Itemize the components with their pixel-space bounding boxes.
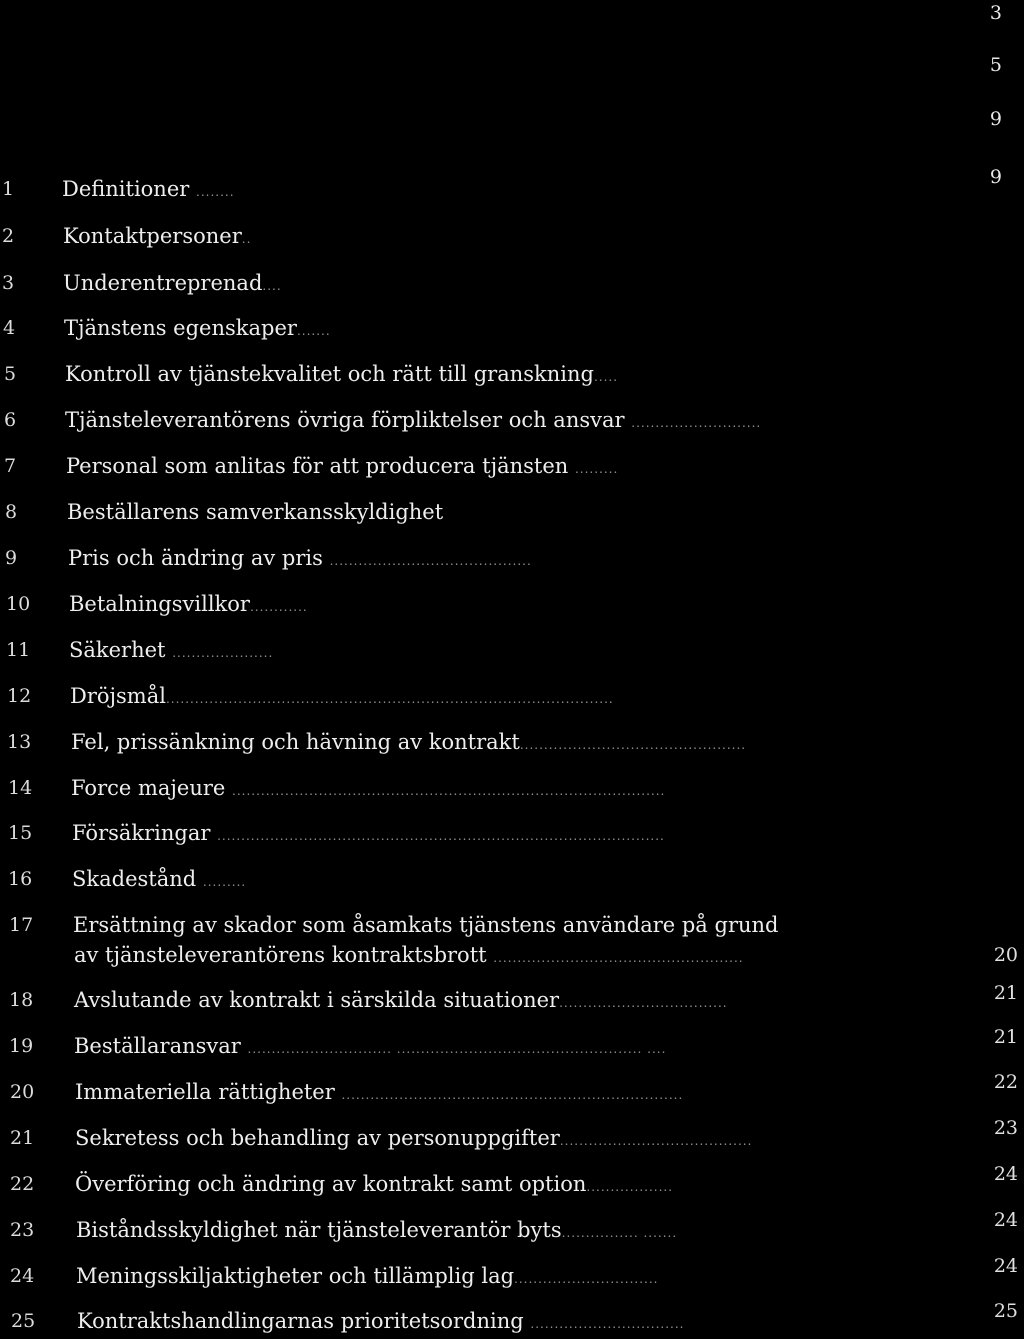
toc-entry-number: 23 xyxy=(10,1219,35,1241)
toc-entry-title-line2: av tjänsteleverantörens kontraktsbrott .................................................... xyxy=(74,943,744,967)
toc-entry-title: Personal som anlitas för att producera tjänsten ......... xyxy=(66,454,619,478)
toc-entry-title: Pris och ändring av pris .......................................... xyxy=(68,546,532,570)
toc-entry-title: Betalningsvillkor............ xyxy=(69,592,308,616)
page-number: 3 xyxy=(989,2,1002,24)
toc-entry xyxy=(0,864,1024,894)
toc-entry-number: 15 xyxy=(8,822,33,844)
toc-entry-title: Avslutande av kontrakt i särskilda situationer................................... xyxy=(74,988,728,1012)
page-number: 9 xyxy=(989,108,1002,130)
toc-entry-number: 12 xyxy=(7,685,32,707)
toc-entry xyxy=(0,359,1024,389)
toc-entry-title: Säkerhet ..................... xyxy=(69,638,274,662)
toc-entry-title: Sekretess och behandling av personuppgifter........................................ xyxy=(75,1126,753,1150)
toc-entry-number: 8 xyxy=(5,501,18,523)
toc-entry xyxy=(0,635,1024,665)
toc-entry xyxy=(0,451,1024,481)
toc-entry-number: 7 xyxy=(4,455,17,477)
toc-entry-number: 13 xyxy=(7,731,32,753)
toc-entry-continuation xyxy=(0,940,1024,970)
toc-entry xyxy=(0,174,1024,204)
toc-entry xyxy=(0,313,1024,343)
toc-entry-number: 14 xyxy=(8,777,33,799)
page-number: 5 xyxy=(989,54,1002,76)
toc-entry xyxy=(0,1026,1024,1061)
toc-entry-page: 24 xyxy=(993,1255,1018,1277)
toc-entry-number: 18 xyxy=(9,989,34,1011)
toc-entry-title: Beställaransvar .............................. ................................................... .... xyxy=(74,1034,667,1058)
toc-entry-number: 20 xyxy=(10,1081,35,1103)
toc-entry-title: Immateriella rättigheter ....................................................................... xyxy=(75,1080,684,1104)
toc-entry-title: Överföring och ändring av kontrakt samt option.................. xyxy=(75,1172,674,1196)
toc-entry-page: 21 xyxy=(993,1026,1018,1048)
toc-entry-title: Dröjsmål............................................................................................. xyxy=(70,684,614,708)
toc-entry xyxy=(0,1300,1024,1336)
toc-entry-number: 21 xyxy=(10,1127,35,1149)
toc-entry-title: Biståndsskyldighet när tjänsteleverantör byts................ ....... xyxy=(76,1218,678,1242)
toc-entry xyxy=(0,268,1024,298)
toc-entry-page: 23 xyxy=(993,1117,1018,1139)
toc-entry xyxy=(0,1255,1024,1291)
toc-entry-title: Meningsskiljaktigheter och tillämplig lag.............................. xyxy=(76,1264,659,1288)
toc-entry-page: 24 xyxy=(993,1163,1018,1185)
toc-entry xyxy=(0,773,1024,803)
toc-entry-number: 22 xyxy=(10,1173,35,1195)
toc-entry xyxy=(0,681,1024,711)
toc-entry-title: Definitioner ........ xyxy=(62,177,235,201)
toc-entry xyxy=(0,1117,1024,1153)
toc-entry xyxy=(0,1209,1024,1245)
toc-entry-number: 17 xyxy=(9,914,34,936)
toc-entry-title: Tjänstens egenskaper....... xyxy=(64,316,331,340)
toc-entry-number: 16 xyxy=(8,868,33,890)
toc-entry-number: 11 xyxy=(6,639,31,661)
toc-entry-number: 2 xyxy=(2,225,15,247)
page-number: 9 xyxy=(989,166,1002,188)
toc-entry-number: 19 xyxy=(9,1035,34,1057)
toc-entry-page: 20 xyxy=(993,944,1018,966)
toc-entry xyxy=(0,589,1024,619)
toc-entry-title: Kontraktshandlingarnas prioritetsordning ................................ xyxy=(77,1309,685,1333)
toc-entry-page: 24 xyxy=(993,1209,1018,1231)
toc-entry xyxy=(0,910,1024,940)
toc-entry-title: Beställarens samverkansskyldighet xyxy=(67,500,444,524)
toc-entry-number: 3 xyxy=(2,272,15,294)
toc-entry xyxy=(0,1163,1024,1199)
toc-entry xyxy=(0,982,1024,1015)
toc-entry xyxy=(0,497,1024,527)
toc-entry-page: 25 xyxy=(993,1300,1018,1322)
toc-entry xyxy=(0,727,1024,757)
toc-entry-title: Tjänsteleverantörens övriga förpliktelser och ansvar ........................... xyxy=(65,408,762,432)
toc-entry xyxy=(0,221,1024,251)
toc-entry-title: Force majeure .......................................................................................... xyxy=(71,776,666,800)
toc-entry-title: Fel, prissänkning och hävning av kontrakt............................................... xyxy=(71,730,747,754)
toc-entry-title: Ersättning av skador som åsamkats tjänstens användare på grund xyxy=(73,913,779,937)
toc-entry-title: Underentreprenad.... xyxy=(63,271,282,295)
toc-entry-number: 9 xyxy=(5,547,18,569)
toc-entry-title: Kontaktpersoner.. xyxy=(63,224,252,248)
toc-entry-number: 6 xyxy=(4,409,17,431)
toc-entry xyxy=(0,818,1024,848)
toc-entry-number: 25 xyxy=(11,1310,36,1332)
toc-entry-number: 4 xyxy=(3,317,16,339)
toc-entry-number: 10 xyxy=(6,593,31,615)
toc-entry-number: 24 xyxy=(10,1265,35,1287)
toc-entry-title: Skadestånd ......... xyxy=(72,867,247,891)
toc-entry-number: 5 xyxy=(4,363,17,385)
toc-entry-page: 21 xyxy=(993,982,1018,1004)
toc-entry xyxy=(0,1071,1024,1107)
toc-entry-title: Kontroll av tjänstekvalitet och rätt till granskning..... xyxy=(65,362,619,386)
toc-entry xyxy=(0,405,1024,435)
toc-entry-page: 22 xyxy=(993,1071,1018,1093)
toc-entry-title: Försäkringar ............................................................................................. xyxy=(72,821,665,845)
toc-entry xyxy=(0,543,1024,573)
toc-entry-number: 1 xyxy=(2,178,15,200)
